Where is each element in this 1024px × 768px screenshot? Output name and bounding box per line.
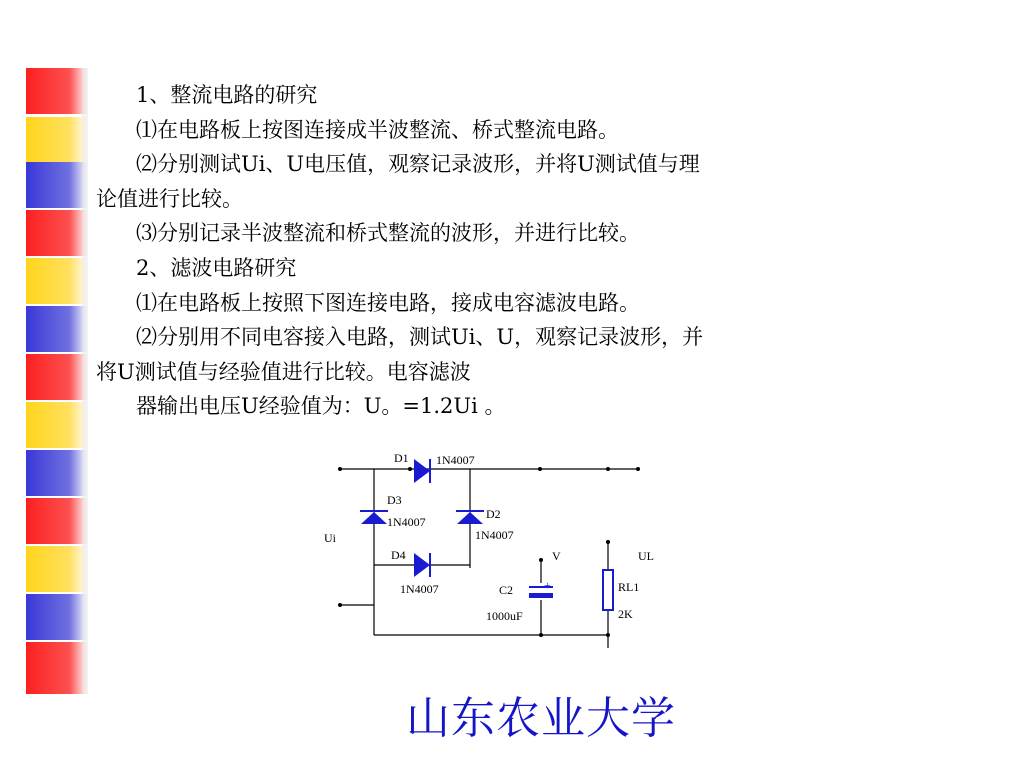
res-value: 2K xyxy=(618,607,633,621)
section-1-item-3: ⑶分别记录半波整流和桥式整流的波形，并进行比较。 xyxy=(136,221,640,246)
d1-name: D1 xyxy=(394,451,409,465)
cap-name: C2 xyxy=(499,583,514,597)
output-label: UL xyxy=(638,549,654,563)
d3-name: D3 xyxy=(387,493,402,507)
section-2-formula: 器输出电压U经验值为：U。=1.2Ui 。 xyxy=(136,394,506,419)
voltage-label: V xyxy=(552,549,561,563)
university-name: 山东农业大学 xyxy=(406,693,676,744)
diode-d2-icon xyxy=(456,511,484,524)
section-2-item-2-cont: 将U测试值与经验值进行比较。电容滤波 xyxy=(96,359,471,384)
d3-model: 1N4007 xyxy=(387,515,426,529)
d2-name: D2 xyxy=(486,507,501,521)
section-2-item-1: ⑴在电路板上按照下图连接电路，接成电容滤波电路。 xyxy=(136,290,640,315)
section-1-item-2: ⑵分别测试Ui、U电压值，观察记录波形，并将U测试值与理 xyxy=(136,152,700,177)
section-1-item-2-cont: 论值进行比较。 xyxy=(96,186,243,211)
decorative-stripe xyxy=(0,0,110,768)
section-2-item-2: ⑵分别用不同电容接入电路，测试Ui、U，观察记录波形，并 xyxy=(136,325,704,350)
section-1-heading: 1、整流电路的研究 xyxy=(136,83,318,107)
d4-model: 1N4007 xyxy=(400,582,439,596)
diode-d3-icon xyxy=(360,511,388,524)
cap-polarity: + xyxy=(544,578,551,592)
resistor-icon xyxy=(603,570,613,610)
diode-d4-icon xyxy=(414,553,430,577)
content-text xyxy=(96,78,916,424)
res-name: RL1 xyxy=(618,580,640,594)
d1-model: 1N4007 xyxy=(436,453,475,467)
input-label: Ui xyxy=(324,531,336,545)
d4-name: D4 xyxy=(391,548,406,562)
rectifier-filter-circuit xyxy=(318,448,670,656)
d2-model: 1N4007 xyxy=(475,528,514,542)
diode-d1-icon xyxy=(414,459,430,483)
section-1-item-1: ⑴在电路板上按图连接成半波整流、桥式整流电路。 xyxy=(136,117,619,142)
section-2-heading: 2、滤波电路研究 xyxy=(136,255,297,280)
cap-value: 1000uF xyxy=(486,609,523,623)
